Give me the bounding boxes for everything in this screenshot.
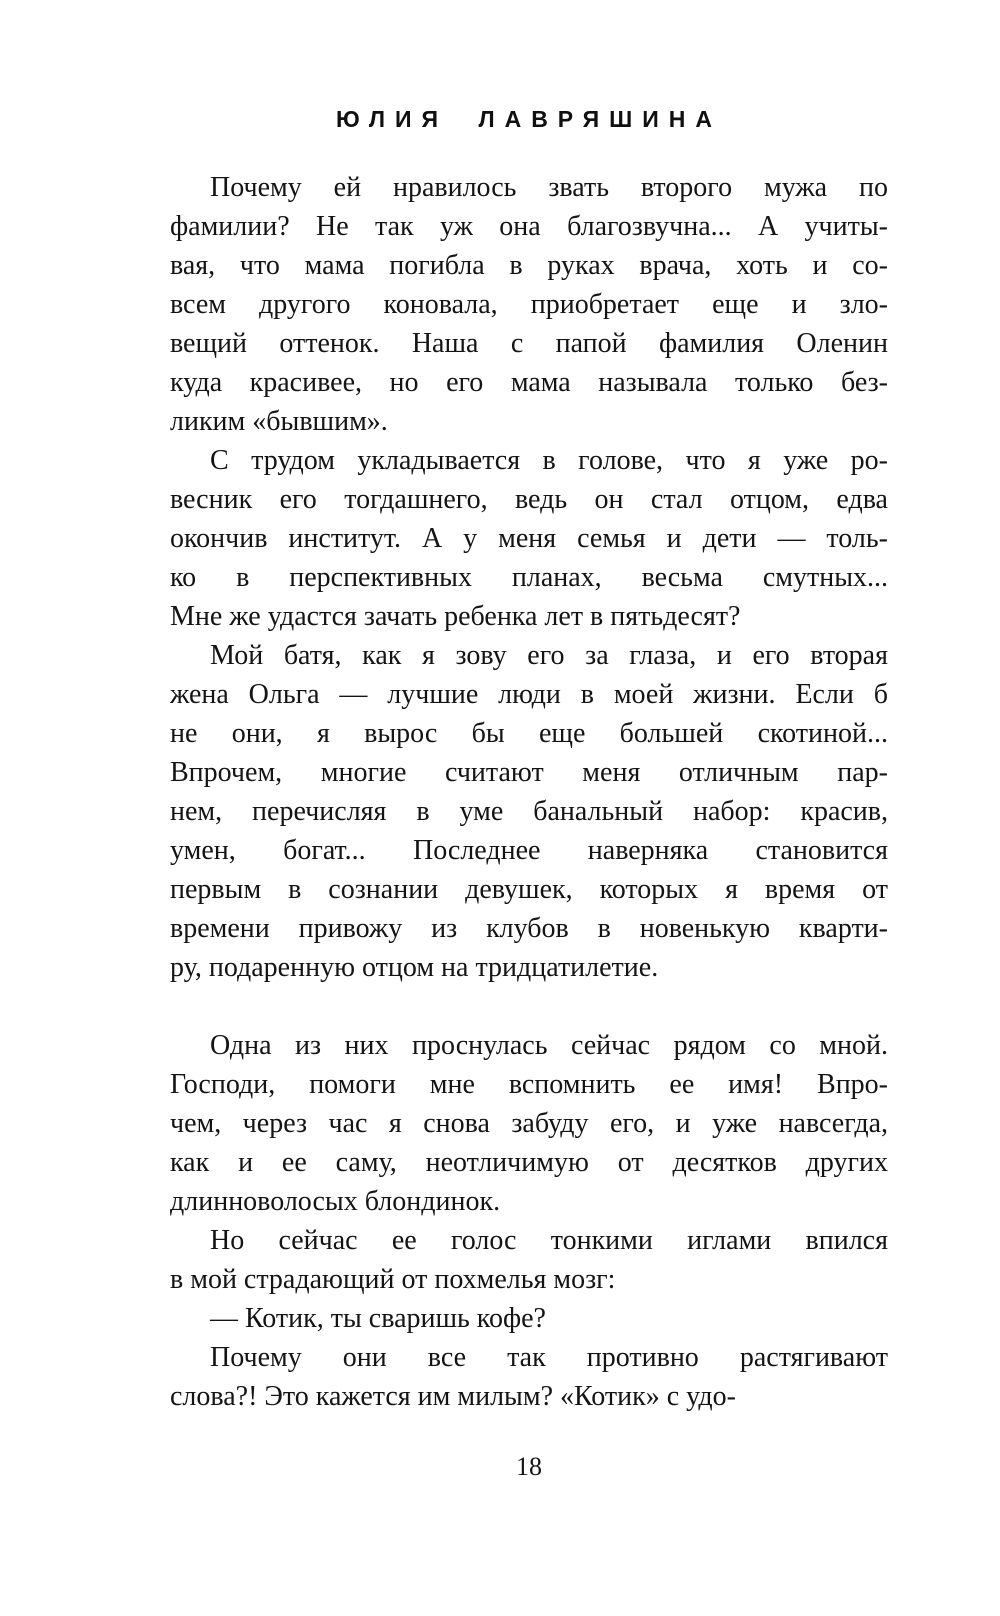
text-line: — Котик, ты сваришь кофе?	[210, 1303, 546, 1334]
paragraph	[170, 1338, 888, 1416]
text-line: первым в сознании девушек, которых я время от	[170, 874, 888, 905]
text-line: Но сейчас ее голос тонкими иглами впился	[210, 1225, 888, 1256]
paragraph	[170, 1221, 888, 1299]
text-line: умен, богат... Последнее наверняка становится	[170, 835, 888, 866]
text-line: С трудом укладывается в голове, что я уже ро-	[210, 445, 888, 476]
running-head: ЮЛИЯ ЛАВРЯШИНА	[336, 106, 722, 132]
text-line: куда красивее, но его мама называла только без-	[170, 367, 888, 398]
text-line: окончив институт. А у меня семья и дети — толь-	[170, 523, 888, 554]
text-line: Господи, помоги мне вспомнить ее имя! Впро-	[170, 1069, 888, 1100]
text-line: ру, подаренную отцом на тридцатилетие.	[170, 952, 659, 983]
text-line: вая, что мама погибла в руках врача, хоть и со-	[170, 250, 888, 281]
text-line: Мне же удастся зачать ребенка лет в пятьдесят?	[170, 601, 741, 632]
text-line: времени привожу из клубов в новенькую кварти-	[170, 913, 888, 944]
text-line: не они, я вырос бы еще большей скотиной...	[170, 718, 888, 749]
text-line: фамилии? Не так уж она благозвучна... А учиты-	[170, 211, 888, 242]
paragraph	[170, 1026, 888, 1221]
paragraph	[170, 1299, 888, 1338]
text-line: вещий оттенок. Наша с папой фамилия Оленин	[170, 328, 888, 359]
text-line: ликим «бывшим».	[170, 406, 388, 437]
text-line: как и ее саму, неотличимую от десятков других	[170, 1147, 888, 1178]
text-line: жена Ольга — лучшие люди в моей жизни. Если б	[170, 679, 888, 710]
text-line: Одна из них проснулась сейчас рядом со мной.	[210, 1030, 888, 1061]
paragraph	[170, 441, 888, 636]
text-line: в мой страдающий от похмелья мозг:	[170, 1264, 616, 1295]
text-line: слова?! Это кажется им милым? «Котик» с удо-	[170, 1381, 736, 1412]
text-line: Мой батя, как я зову его за глаза, и его вторая	[210, 640, 888, 671]
text-line: чем, через час я снова забуду его, и уже навсегда,	[170, 1108, 888, 1139]
text-line: Почему они все так противно растягивают	[210, 1342, 888, 1373]
text-line: Впрочем, многие считают меня отличным пар-	[170, 757, 888, 788]
text-block	[170, 168, 888, 1416]
paragraph	[170, 636, 888, 987]
text-line: весник его тогдашнего, ведь он стал отцом, едва	[170, 484, 888, 515]
page-number: 18	[516, 1452, 542, 1481]
text-line: длинноволосых блондинок.	[170, 1186, 501, 1217]
paragraph	[170, 168, 888, 441]
text-line: нем, перечисляя в уме банальный набор: красив,	[170, 796, 888, 827]
text-line: Почему ей нравилось звать второго мужа по	[210, 172, 888, 203]
text-line: всем другого коновала, приобретает еще и зло-	[170, 289, 888, 320]
text-line: ко в перспективных планах, весьма смутных...	[170, 562, 888, 593]
